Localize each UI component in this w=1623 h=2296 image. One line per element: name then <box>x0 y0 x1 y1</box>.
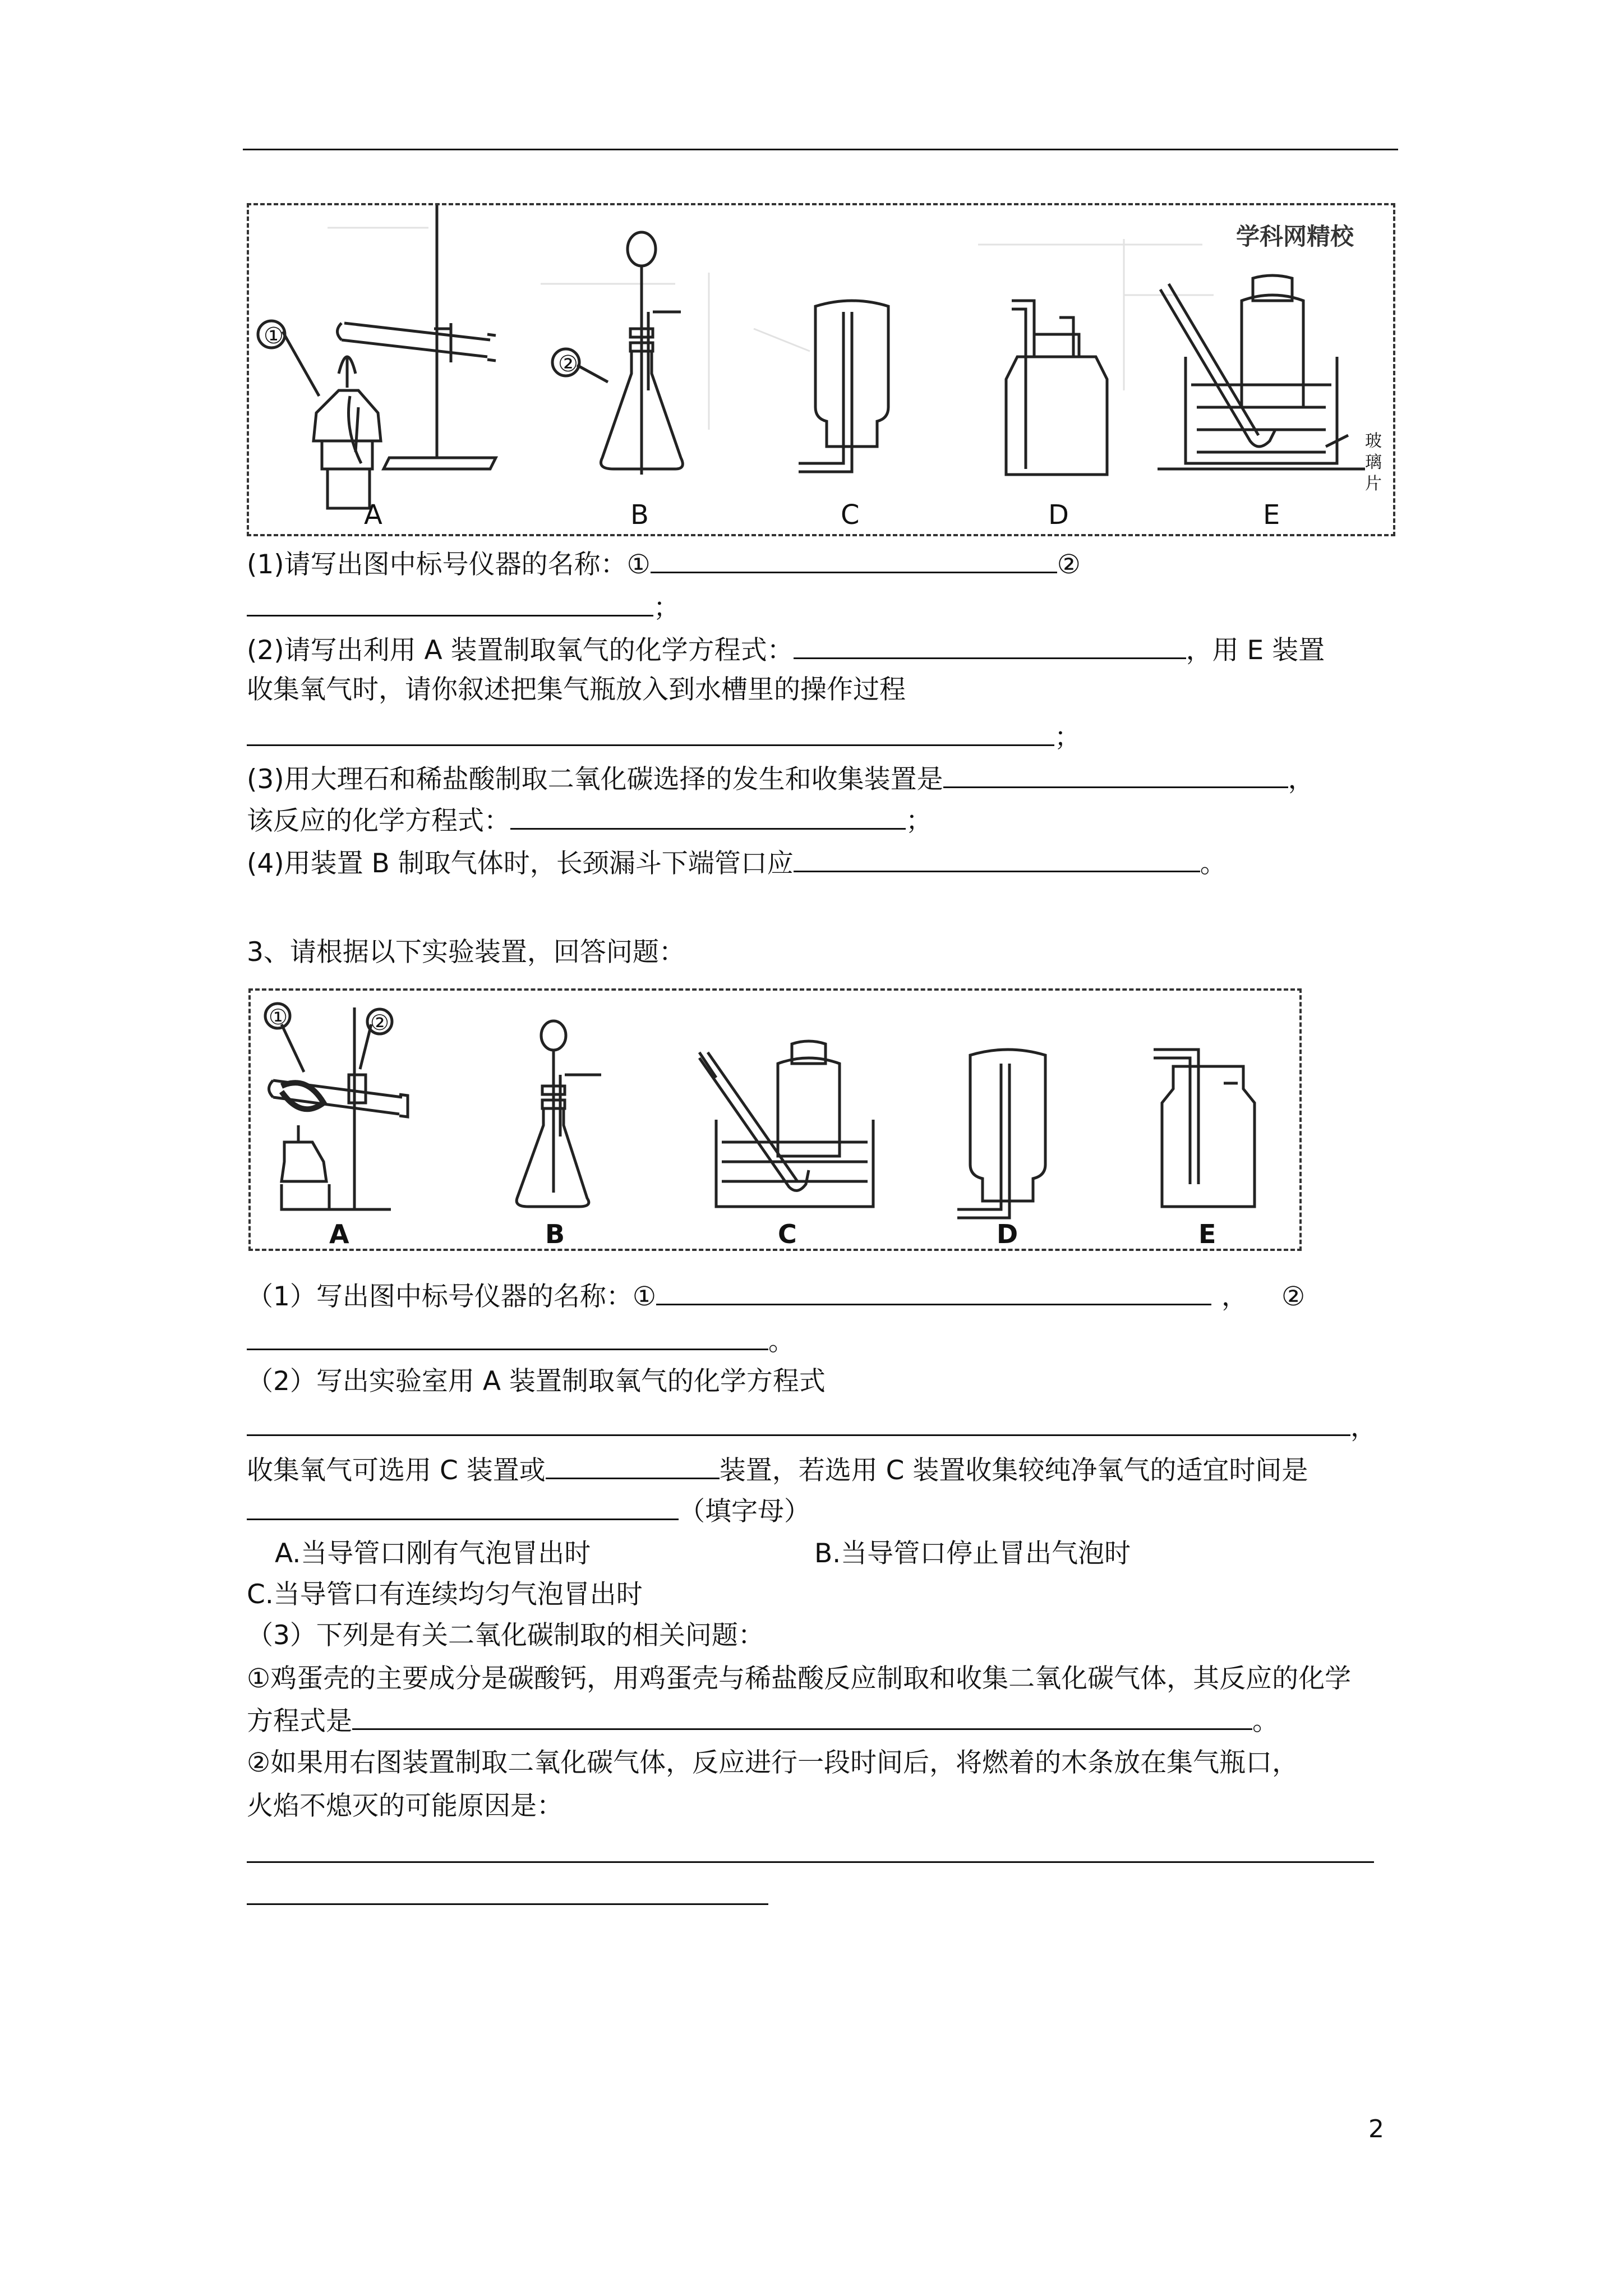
fig2-label-c: C <box>778 1219 797 1249</box>
q3-part3-2-line: ②如果用右图装置制取二氧化碳气体，反应进行一段时间后，将燃着的木条放在集气瓶口， <box>247 1747 1299 1778</box>
q2-part1-line <box>247 547 1081 582</box>
fig2-label-d: D <box>997 1219 1018 1249</box>
page-number: 2 <box>1368 2115 1384 2143</box>
q3-part3-2-line2: 火焰不熄灭的可能原因是： <box>247 1791 563 1821</box>
q3-part1-blank-2[interactable] <box>247 1324 768 1350</box>
fig2-apparatus-d <box>957 1050 1045 1218</box>
apparatus-a-heating-setup <box>258 205 496 508</box>
q3-option-a: A.当导管口刚有气泡冒出时 <box>275 1538 591 1569</box>
q3-title: 3、请根据以下实验装置，回答问题： <box>247 937 685 968</box>
fig2-apparatus-e <box>1154 1050 1255 1207</box>
q3-part2-line2 <box>247 1410 1377 1444</box>
fig1-glass-label-1: 玻 <box>1365 431 1382 451</box>
fig2-label-e: E <box>1198 1219 1216 1249</box>
fig1-label-c: C <box>841 499 860 531</box>
q3-part1-text: （1）写出图中标号仪器的名称：① <box>247 1281 657 1312</box>
fig2-marker-1: ① <box>269 1005 288 1029</box>
header-rule <box>243 149 1398 150</box>
q2-part2-mid: ，用 E 装置 <box>1186 635 1325 666</box>
q3-answer-line-2[interactable] <box>247 1903 768 1905</box>
q2-part1-blank-1[interactable] <box>651 547 1057 573</box>
fig2-apparatus-b <box>517 1021 601 1207</box>
q2-part2-end: ； <box>1054 722 1081 753</box>
fig1-watermark: 学科网精校 <box>1236 223 1354 250</box>
q2-part1-end: ； <box>653 592 680 623</box>
q2-part2-text: (2)请写出利用 A 装置制取氧气的化学方程式： <box>247 635 794 666</box>
fig2-label-a: A <box>329 1219 349 1249</box>
q2-part2-blank-2[interactable] <box>247 720 1054 746</box>
q2-part3-line2-text: 该反应的化学方程式： <box>247 806 510 836</box>
q2-part2-line2-text: 收集氧气时，请你叙述把集气瓶放入到水槽里的操作过程 <box>247 674 906 705</box>
q2-part1-text: (1)请写出图中标号仪器的名称：① <box>247 549 651 580</box>
fig1-label-a: A <box>364 499 382 531</box>
q2-part3-mid: ， <box>1288 764 1315 795</box>
q3-part1-sep: ， <box>1221 1281 1248 1312</box>
q2-part1-blank-2[interactable] <box>247 590 653 616</box>
fig1-glass-label-2: 璃 <box>1365 453 1382 472</box>
q3-part2-comma: ， <box>1350 1412 1377 1443</box>
q2-part3-text: (3)用大理石和稀盐酸制取二氧化碳选择的发生和收集装置是 <box>247 764 943 795</box>
apparatus-d-wash-bottle <box>1006 301 1107 475</box>
q3-option-b: B.当导管口停止冒出气泡时 <box>814 1538 1131 1569</box>
fig1-marker-2: ② <box>558 351 578 377</box>
q3-part2-blank-2[interactable] <box>546 1453 720 1479</box>
fig1-label-e: E <box>1263 499 1280 531</box>
q2-part3-line <box>247 762 1315 797</box>
q2-part3-end: ； <box>906 806 932 836</box>
q2-part4-end: 。 <box>1200 848 1227 879</box>
q3-part1-end: 。 <box>768 1326 795 1357</box>
q2-part4-blank[interactable] <box>794 846 1200 872</box>
apparatus-figure-2 <box>248 988 1302 1251</box>
q3-part1-mark2: ② <box>1281 1281 1306 1312</box>
apparatus-figure-1 <box>247 203 1395 536</box>
q2-part3-blank-1[interactable] <box>943 762 1288 788</box>
q3-part2-blank-3[interactable] <box>247 1494 679 1520</box>
q3-part2-blank-1[interactable] <box>247 1410 1350 1436</box>
q3-part3-1-line2: 方程式是 。 <box>247 1704 1279 1738</box>
q3-option-c: C.当导管口有连续均匀气泡冒出时 <box>247 1579 643 1610</box>
q2-part2-line2 <box>247 673 906 707</box>
fig1-label-d: D <box>1048 499 1069 531</box>
q3-part2-line: （2）写出实验室用 A 装置制取氧气的化学方程式 <box>247 1366 826 1397</box>
fig2-apparatus-c <box>699 1041 873 1207</box>
fig1-marker-1: ① <box>264 323 284 349</box>
q2-part1-line2 <box>247 590 680 625</box>
q2-part3-line2 <box>247 803 932 838</box>
fig2-marker-2: ② <box>370 1010 390 1035</box>
q3-part3-line: （3）下列是有关二氧化碳制取的相关问题： <box>247 1620 764 1651</box>
q2-part2-line <box>247 633 1325 668</box>
q2-part1-mark2: ② <box>1057 549 1081 580</box>
apparatus-e-water-trough <box>1158 275 1365 469</box>
q2-part4-text: (4)用装置 B 制取气体时，长颈漏斗下端管口应 <box>247 848 794 879</box>
q3-part2-line3: 收集氧气可选用 C 装置或 装置，若选用 C 装置收集较纯净氧气的适宜时间是 <box>247 1453 1308 1488</box>
q3-answer-line-1[interactable] <box>247 1861 1374 1863</box>
apparatus-c-gas-jar <box>799 301 888 472</box>
q3-part1-blank-1[interactable] <box>656 1279 1211 1305</box>
q2-part4-line <box>247 846 1227 881</box>
q3-part3-1-line: ①鸡蛋壳的主要成分是碳酸钙，用鸡蛋壳与稀盐酸反应制取和收集二氧化碳气体，其反应的化学 <box>247 1663 1352 1694</box>
fig1-label-b: B <box>630 499 649 531</box>
q2-part3-blank-2[interactable] <box>510 803 906 830</box>
apparatus-drawing-2 <box>251 991 1299 1249</box>
q3-part1-line2 <box>247 1324 795 1359</box>
q3-part3-1-blank[interactable] <box>352 1704 1252 1730</box>
q2-part2-line3 <box>247 720 1081 754</box>
fig1-glass-label-3: 片 <box>1365 474 1382 494</box>
q3-part1-line <box>247 1279 1305 1314</box>
q3-part2-fill-hint: （填字母） <box>679 1496 810 1527</box>
q2-part2-blank-1[interactable] <box>794 633 1186 659</box>
fig2-label-b: B <box>545 1219 565 1249</box>
apparatus-drawing-1 <box>249 205 1393 534</box>
q3-part2-line4 <box>247 1494 810 1529</box>
